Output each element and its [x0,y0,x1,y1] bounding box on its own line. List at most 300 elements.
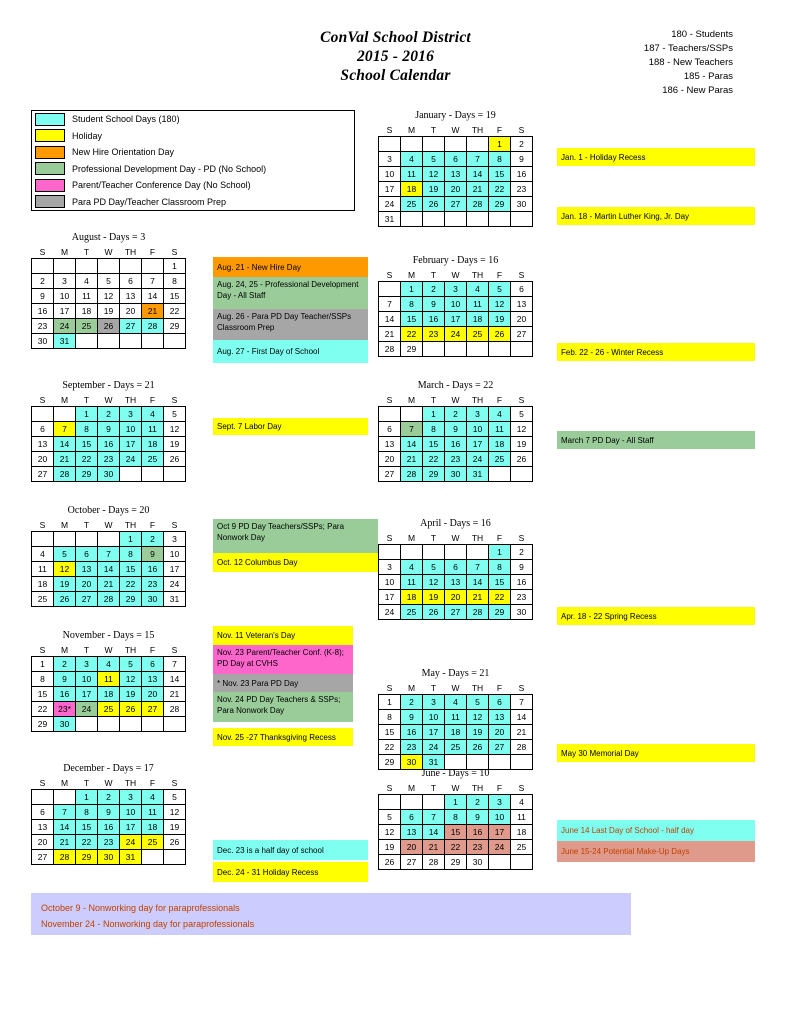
day-cell: 17 [120,437,142,452]
day-cell: 21 [423,840,445,855]
day-cell: 14 [142,289,164,304]
day-cell: 18 [511,825,533,840]
month-august [31,232,186,349]
week-row [379,437,533,452]
weekday-header: T [430,532,437,543]
day-cell: 17 [54,304,76,319]
day-cell: 26 [120,702,142,717]
day-cell: 2 [401,695,423,710]
weekday-header: TH [124,519,137,530]
day-cell: 10 [423,710,445,725]
empty-cell [379,282,401,297]
weekday-header-row [379,123,533,137]
day-cell: 23 [98,835,120,850]
week-row [32,702,186,717]
note-text: Sept. 7 Labor Day [217,422,282,431]
day-cell: 16 [98,820,120,835]
legend-label: Parent/Teacher Conference Day (No School) [72,180,251,191]
legend-label: Professional Development Day - PD (No School) [72,163,267,174]
day-cell: 8 [401,297,423,312]
day-cell: 29 [445,855,467,870]
day-cell: 2 [511,545,533,560]
day-cell: 6 [32,422,54,437]
day-cell: 22 [401,327,423,342]
day-cell: 6 [379,422,401,437]
week-row [379,327,533,342]
note-nov-3 [213,674,353,692]
day-cell: 5 [379,810,401,825]
day-cell: 8 [32,672,54,687]
day-cell: 19 [120,687,142,702]
note-text: Nov. 23 Parent/Teacher Conf. (K-8); PD Day at CVHS [217,648,345,668]
day-cell: 26 [379,855,401,870]
day-cell: 28 [467,197,489,212]
day-cell: 26 [164,835,186,850]
day-cell: 16 [32,304,54,319]
day-cell: 16 [54,687,76,702]
note-text: June 15-24 Potential Make-Up Days [561,847,690,856]
weekday-header: M [407,124,416,135]
day-cell: 11 [467,297,489,312]
day-cell: 16 [445,437,467,452]
count-students: 180 - Students [671,29,733,40]
empty-cell [54,532,76,547]
empty-cell [467,545,489,560]
day-cell: 30 [142,592,164,607]
day-cell: 11 [511,810,533,825]
day-cell: 5 [164,407,186,422]
day-cell: 29 [120,592,142,607]
month-grid [31,643,186,732]
note-dec-1 [213,840,368,860]
empty-cell [379,545,401,560]
day-cell: 14 [98,562,120,577]
day-cell: 10 [164,547,186,562]
day-cell: 28 [379,342,401,357]
day-cell: 27 [76,592,98,607]
day-cell: 21 [142,304,164,319]
note-sep-1 [213,418,368,435]
title-line-1: ConVal School District [320,29,471,46]
note-dec-2 [213,862,368,882]
day-cell: 13 [142,672,164,687]
day-cell: 5 [120,657,142,672]
weekday-header: TH [124,394,137,405]
day-cell: 6 [511,282,533,297]
day-cell: 26 [98,319,120,334]
day-cell: 25 [445,740,467,755]
note-text: Dec. 23 is a half day of school [217,845,324,855]
day-cell: 19 [423,590,445,605]
weekday-header: F [496,682,503,693]
day-cell: 13 [32,437,54,452]
day-cell: 11 [76,289,98,304]
week-row [32,422,186,437]
legend-label: Holiday [72,130,103,141]
month-title: June - Days = 10 [421,768,490,779]
day-cell: 16 [423,312,445,327]
note-apr-1 [557,607,755,625]
day-cell: 30 [54,717,76,732]
day-cell: 29 [489,605,511,620]
day-cell: 2 [142,532,164,547]
day-cell: 18 [76,304,98,319]
week-row [379,840,533,855]
day-cell: 20 [511,312,533,327]
week-row [379,590,533,605]
legend-row [32,144,354,161]
day-cell: 23 [511,182,533,197]
note-text: Jan. 18 - Martin Luther King, Jr. Day [561,211,690,221]
month-april [378,518,533,620]
title-line-3: School Calendar [340,67,451,84]
empty-cell [423,212,445,227]
day-cell: 7 [379,297,401,312]
empty-cell [98,532,120,547]
weekday-header: M [407,532,416,543]
day-cell: 27 [445,605,467,620]
day-cell: 19 [511,437,533,452]
day-cell: 29 [379,755,401,770]
month-may [378,668,533,770]
day-cell: 17 [445,312,467,327]
day-cell: 15 [489,167,511,182]
month-grid [378,531,533,620]
day-cell: 13 [401,825,423,840]
note-oct-1 [213,519,378,553]
day-cell: 23* [54,702,76,717]
day-cell: 28 [54,467,76,482]
day-cell: 18 [98,687,120,702]
legend-label: Student School Days (180) [72,114,180,125]
day-cell: 26 [54,592,76,607]
empty-cell [120,467,142,482]
day-cell: 6 [76,547,98,562]
day-cell: 29 [489,197,511,212]
day-cell: 24 [489,840,511,855]
day-cell: 10 [489,810,511,825]
empty-cell [423,137,445,152]
day-cell: 19 [164,437,186,452]
day-cell: 18 [401,182,423,197]
day-cell: 31 [423,755,445,770]
day-cell: 10 [379,167,401,182]
day-cell: 5 [511,407,533,422]
day-cell: 9 [98,805,120,820]
weekday-header: S [386,532,393,543]
day-cell: 23 [467,840,489,855]
day-cell: 24 [445,327,467,342]
day-cell: 20 [489,725,511,740]
day-cell: 1 [32,657,54,672]
day-cell: 23 [401,740,423,755]
weekday-header: S [39,394,46,405]
day-cell: 3 [467,407,489,422]
empty-cell [467,212,489,227]
day-cell: 20 [32,452,54,467]
note-text: May 30 Memorial Day [561,748,639,758]
day-cell: 22 [489,182,511,197]
day-cell: 24 [379,197,401,212]
weekday-header: F [496,532,503,543]
note-aug-4 [213,340,368,363]
week-row [32,289,186,304]
day-cell: 10 [54,289,76,304]
empty-cell [54,259,76,274]
month-title: April - Days = 16 [420,518,491,529]
day-cell: 20 [445,590,467,605]
day-cell: 28 [511,740,533,755]
day-cell: 9 [511,152,533,167]
empty-cell [445,545,467,560]
day-cell: 10 [120,805,142,820]
day-cell: 21 [379,327,401,342]
day-cell: 14 [467,167,489,182]
month-title: February - Days = 16 [412,255,499,266]
day-cell: 9 [98,422,120,437]
empty-cell [467,342,489,357]
empty-cell [489,342,511,357]
day-cell: 18 [467,312,489,327]
week-row [32,259,186,274]
month-title: August - Days = 3 [71,232,146,243]
day-cell: 10 [467,422,489,437]
day-cell: 22 [379,740,401,755]
week-row [32,805,186,820]
day-cell: 20 [32,835,54,850]
day-cell: 12 [120,672,142,687]
day-cell: 15 [76,820,98,835]
day-cell: 17 [120,820,142,835]
legend-row [32,128,354,145]
empty-cell [98,717,120,732]
empty-cell [445,137,467,152]
day-cell: 31 [54,334,76,349]
note-text: Aug. 21 - New Hire Day [217,262,302,272]
count-new-paras: 186 - New Paras [662,85,733,96]
day-cell: 18 [489,437,511,452]
empty-cell [511,212,533,227]
week-row [32,407,186,422]
day-cell: 26 [489,327,511,342]
empty-cell [76,259,98,274]
day-cell: 22 [489,590,511,605]
day-cell: 15 [32,687,54,702]
week-row [32,467,186,482]
day-cell: 29 [32,717,54,732]
day-cell: 26 [423,197,445,212]
empty-cell [164,717,186,732]
day-cell: 13 [445,167,467,182]
day-cell: 6 [445,560,467,575]
day-cell: 26 [164,452,186,467]
day-cell: 25 [98,702,120,717]
weekday-header: F [149,519,156,530]
empty-cell [32,790,54,805]
day-cell: 24 [54,319,76,334]
day-cell: 16 [98,437,120,452]
day-cell: 18 [445,725,467,740]
day-cell: 22 [164,304,186,319]
weekday-header: M [407,682,416,693]
day-cell: 14 [54,437,76,452]
day-cell: 1 [401,282,423,297]
month-november [31,630,186,732]
day-cell: 6 [32,805,54,820]
month-january [378,110,533,227]
week-row [379,740,533,755]
note-nov-4 [213,692,353,722]
day-cell: 14 [164,672,186,687]
day-cell: 12 [489,297,511,312]
empty-cell [445,342,467,357]
legend-swatch [35,113,65,126]
day-cell: 14 [511,710,533,725]
day-cell: 3 [120,407,142,422]
day-cell: 2 [467,795,489,810]
weekday-header: T [430,269,437,280]
weekday-header: W [104,246,113,257]
day-cell: 8 [445,810,467,825]
day-cell: 8 [379,710,401,725]
empty-cell [511,342,533,357]
day-cell: 31 [379,212,401,227]
week-row [379,312,533,327]
empty-cell [76,334,98,349]
day-cell: 19 [379,840,401,855]
legend-row [32,177,354,194]
day-cell: 15 [489,575,511,590]
week-row [32,717,186,732]
weekday-header-row [32,643,186,657]
day-cell: 23 [511,590,533,605]
note-text: Oct 9 PD Day Teachers/SSPs; Para Nonwork Day [217,522,345,542]
note-text: June 14 Last Day of School - half day [561,826,694,835]
day-cell: 5 [98,274,120,289]
day-cell: 4 [98,657,120,672]
day-cell: 22 [120,577,142,592]
day-cell: 4 [445,695,467,710]
day-cell: 16 [142,562,164,577]
note-text: Oct. 12 Columbus Day [217,558,298,567]
note-aug-2 [213,277,368,309]
day-cell: 7 [164,657,186,672]
empty-cell [401,545,423,560]
weekday-header: S [518,682,525,693]
week-row [379,605,533,620]
week-row [32,657,186,672]
empty-cell [379,137,401,152]
day-cell: 12 [423,575,445,590]
day-cell: 4 [142,407,164,422]
day-cell: 8 [489,152,511,167]
note-nov-2 [213,645,353,674]
weekday-header: S [518,782,525,793]
weekday-header-row [379,268,533,282]
weekday-header: TH [471,532,484,543]
day-cell: 21 [164,687,186,702]
day-cell: 23 [98,452,120,467]
weekday-header: M [407,394,416,405]
month-october [31,505,186,607]
day-cell: 31 [467,467,489,482]
weekday-header-row [32,393,186,407]
day-cell: 7 [54,805,76,820]
day-cell: 7 [511,695,533,710]
day-cell: 19 [98,304,120,319]
day-cell: 23 [32,319,54,334]
day-cell: 29 [401,342,423,357]
day-cell: 8 [489,560,511,575]
day-cell: 15 [423,437,445,452]
month-grid [378,268,533,357]
empty-cell [142,467,164,482]
month-title: November - Days = 15 [62,630,155,641]
weekday-header: S [386,269,393,280]
day-cell: 19 [489,312,511,327]
day-cell: 15 [120,562,142,577]
footer-line-1: October 9 - Nonworking day for paraprofessionals [41,903,240,913]
day-cell: 7 [54,422,76,437]
week-row [32,334,186,349]
weekday-header: F [496,782,503,793]
week-row [379,282,533,297]
day-cell: 24 [76,702,98,717]
empty-cell [142,259,164,274]
week-row [32,319,186,334]
week-row [32,304,186,319]
day-cell: 10 [379,575,401,590]
day-cell: 1 [76,407,98,422]
day-cell: 12 [511,422,533,437]
day-cell: 16 [467,825,489,840]
legend-swatch [35,129,65,142]
note-text: March 7 PD Day - All Staff [561,435,654,445]
day-cell: 6 [489,695,511,710]
week-row [32,790,186,805]
week-row [379,795,533,810]
day-cell: 9 [511,560,533,575]
month-grid [378,393,533,482]
footer-line-2: November 24 - Nonworking day for paraprofessionals [41,919,255,929]
day-cell: 9 [54,672,76,687]
empty-cell [401,137,423,152]
day-counts [644,28,733,98]
empty-cell [379,407,401,422]
weekday-header: S [518,532,525,543]
day-cell: 9 [142,547,164,562]
day-cell: 19 [423,182,445,197]
day-cell: 24 [379,605,401,620]
day-cell: 22 [423,452,445,467]
day-cell: 28 [54,850,76,865]
week-row [379,182,533,197]
empty-cell [54,407,76,422]
note-text: Nov. 24 PD Day Teachers & SSPs; Para Nonwork Day [217,695,341,715]
note-oct-2 [213,553,378,572]
weekday-header-row [379,393,533,407]
empty-cell [164,850,186,865]
day-cell: 3 [54,274,76,289]
empty-cell [76,532,98,547]
weekday-header: S [386,124,393,135]
month-title: January - Days = 19 [415,110,496,121]
day-cell: 28 [401,467,423,482]
month-title: December - Days = 17 [63,763,154,774]
weekday-header: S [39,246,46,257]
day-cell: 1 [489,137,511,152]
day-cell: 8 [76,805,98,820]
